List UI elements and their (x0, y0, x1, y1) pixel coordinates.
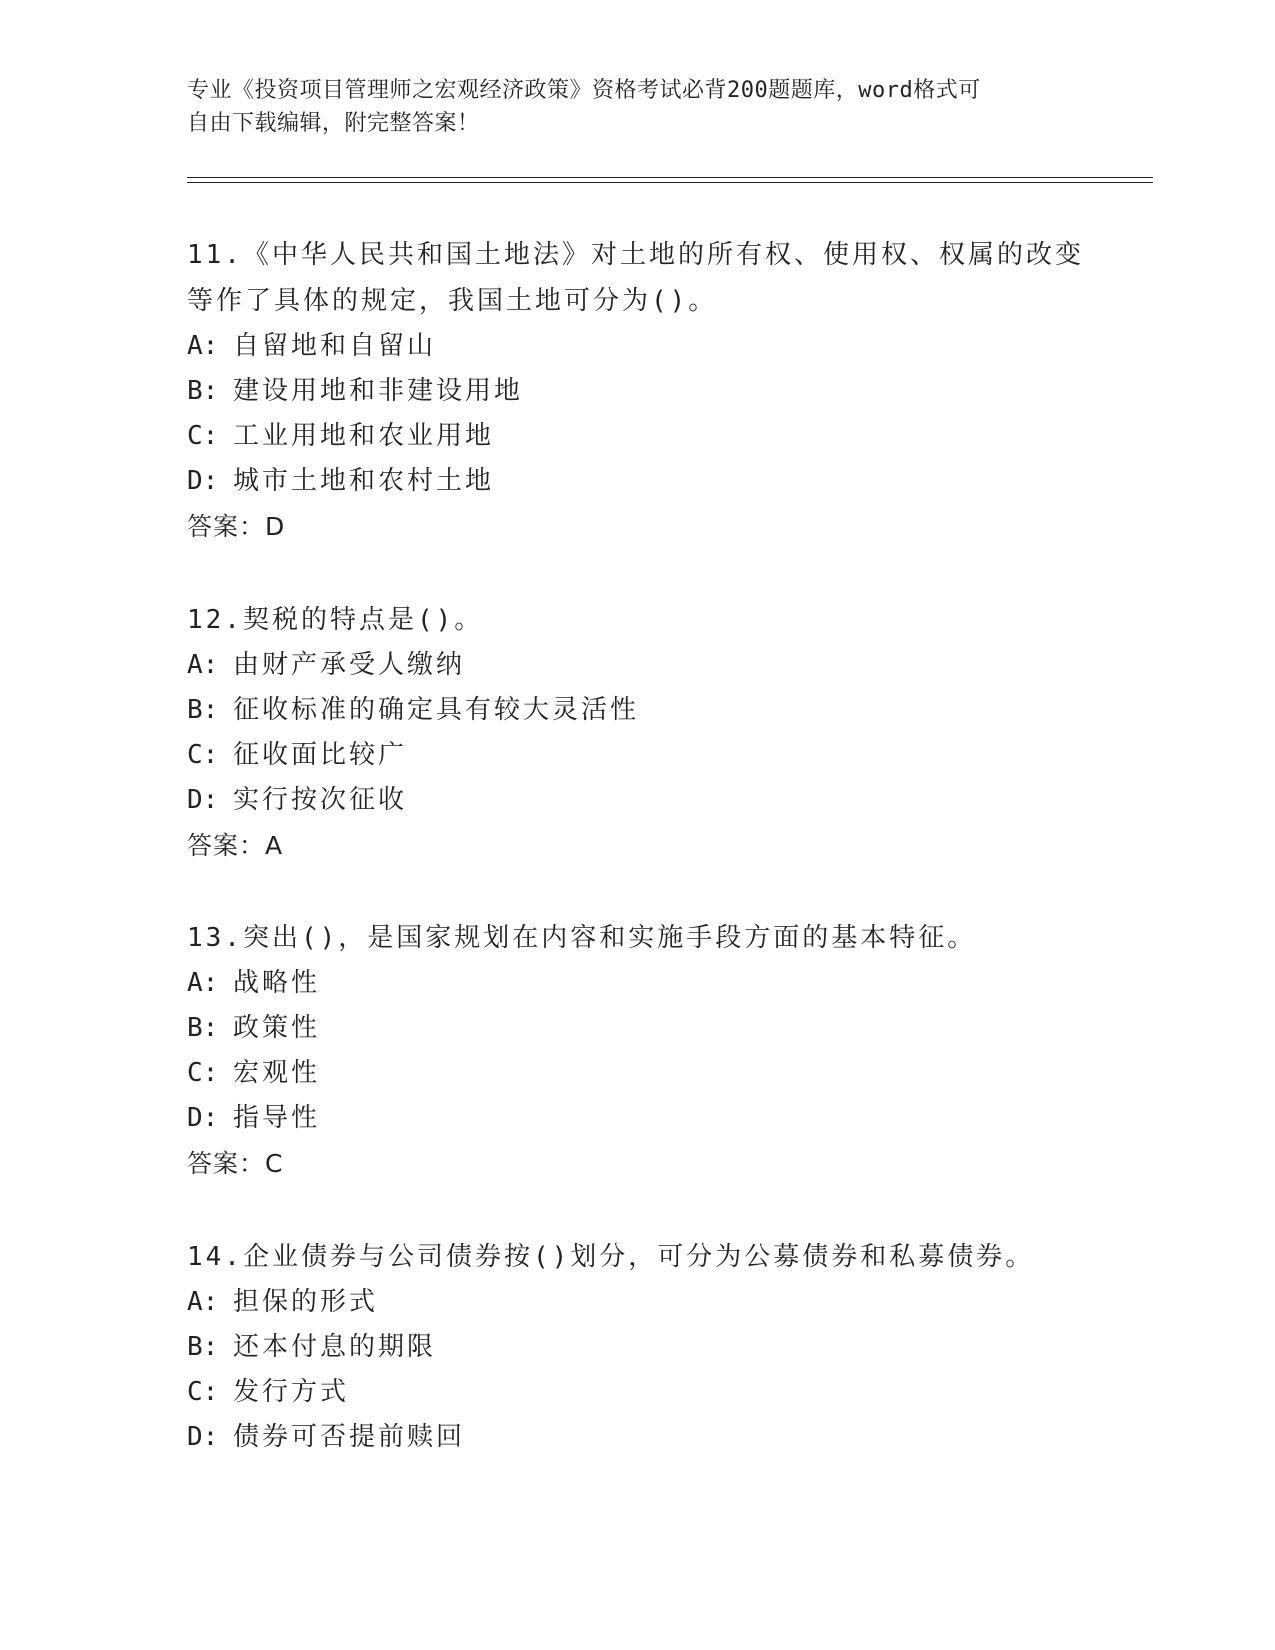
option-text: 自留地和自留山 (233, 331, 437, 361)
option-key: A: (187, 968, 219, 998)
header-line-2: 自由下载编辑，附完整答案！ (187, 111, 480, 136)
option-key: B: (187, 1332, 219, 1362)
option-b (187, 1006, 1087, 1051)
question-13 (187, 915, 1087, 1187)
option-key: C: (187, 1377, 219, 1407)
question-12 (187, 597, 1087, 869)
option-text: 债券可否提前赎回 (233, 1422, 466, 1452)
option-key: A: (187, 331, 219, 361)
answer-line: 答案：A (187, 831, 284, 860)
answer-line: 答案：C (187, 1149, 284, 1178)
option-b (187, 1325, 1087, 1370)
option-key: D: (187, 1103, 219, 1133)
option-key: B: (187, 695, 219, 725)
option-text: 征收面比较广 (233, 740, 408, 770)
option-a (187, 961, 1087, 1006)
question-stem-line-1: 11.《中华人民共和国土地法》对土地的所有权、使用权、权属的改变 (187, 240, 1084, 270)
option-c (187, 733, 1087, 778)
question-stem-line-2: 等作了具体的规定，我国土地可分为()。 (187, 286, 718, 316)
option-text: 指导性 (233, 1103, 321, 1133)
question-stem-line-1: 13.突出()，是国家规划在内容和实施手段方面的基本特征。 (187, 923, 977, 953)
option-c (187, 1370, 1087, 1415)
option-d (187, 778, 1087, 823)
answer-line: 答案：D (187, 512, 286, 541)
option-text: 实行按次征收 (233, 785, 408, 815)
question-14 (187, 1234, 1087, 1460)
option-key: D: (187, 785, 219, 815)
option-text: 政策性 (233, 1013, 321, 1043)
option-d (187, 1096, 1087, 1141)
option-text: 担保的形式 (233, 1287, 379, 1317)
option-a (187, 1280, 1087, 1325)
option-key: C: (187, 740, 219, 770)
option-c (187, 414, 1087, 459)
option-key: D: (187, 1422, 219, 1452)
header-divider-bottom (187, 182, 1153, 183)
option-b (187, 688, 1087, 733)
option-text: 城市土地和农村土地 (233, 466, 495, 496)
option-text: 还本付息的期限 (233, 1332, 437, 1362)
option-text: 工业用地和农业用地 (233, 421, 495, 451)
option-key: A: (187, 1287, 219, 1317)
question-stem-line-1: 12.契税的特点是()。 (187, 605, 484, 635)
option-key: B: (187, 1013, 219, 1043)
option-key: A: (187, 650, 219, 680)
option-key: C: (187, 1058, 219, 1088)
option-text: 发行方式 (233, 1377, 350, 1407)
option-key: B: (187, 376, 219, 406)
option-b (187, 369, 1087, 414)
option-a (187, 643, 1087, 688)
header-divider-top (187, 177, 1153, 178)
option-c (187, 1051, 1087, 1096)
header-line-1: 专业《投资项目管理师之宏观经济政策》资格考试必背200题题库，word格式可 (187, 78, 981, 103)
question-stem-line-1: 14.企业债券与公司债券按()划分，可分为公募债券和私募债券。 (187, 1242, 1035, 1272)
option-text: 宏观性 (233, 1058, 321, 1088)
option-text: 征收标准的确定具有较大灵活性 (233, 695, 640, 725)
option-text: 由财产承受人缴纳 (233, 650, 466, 680)
option-text: 建设用地和非建设用地 (233, 376, 524, 406)
question-11 (187, 232, 1087, 550)
option-key: D: (187, 466, 219, 496)
option-d (187, 1415, 1087, 1460)
document-header (187, 74, 1077, 140)
option-d (187, 459, 1087, 504)
option-text: 战略性 (233, 968, 321, 998)
option-key: C: (187, 421, 219, 451)
option-a (187, 324, 1087, 369)
